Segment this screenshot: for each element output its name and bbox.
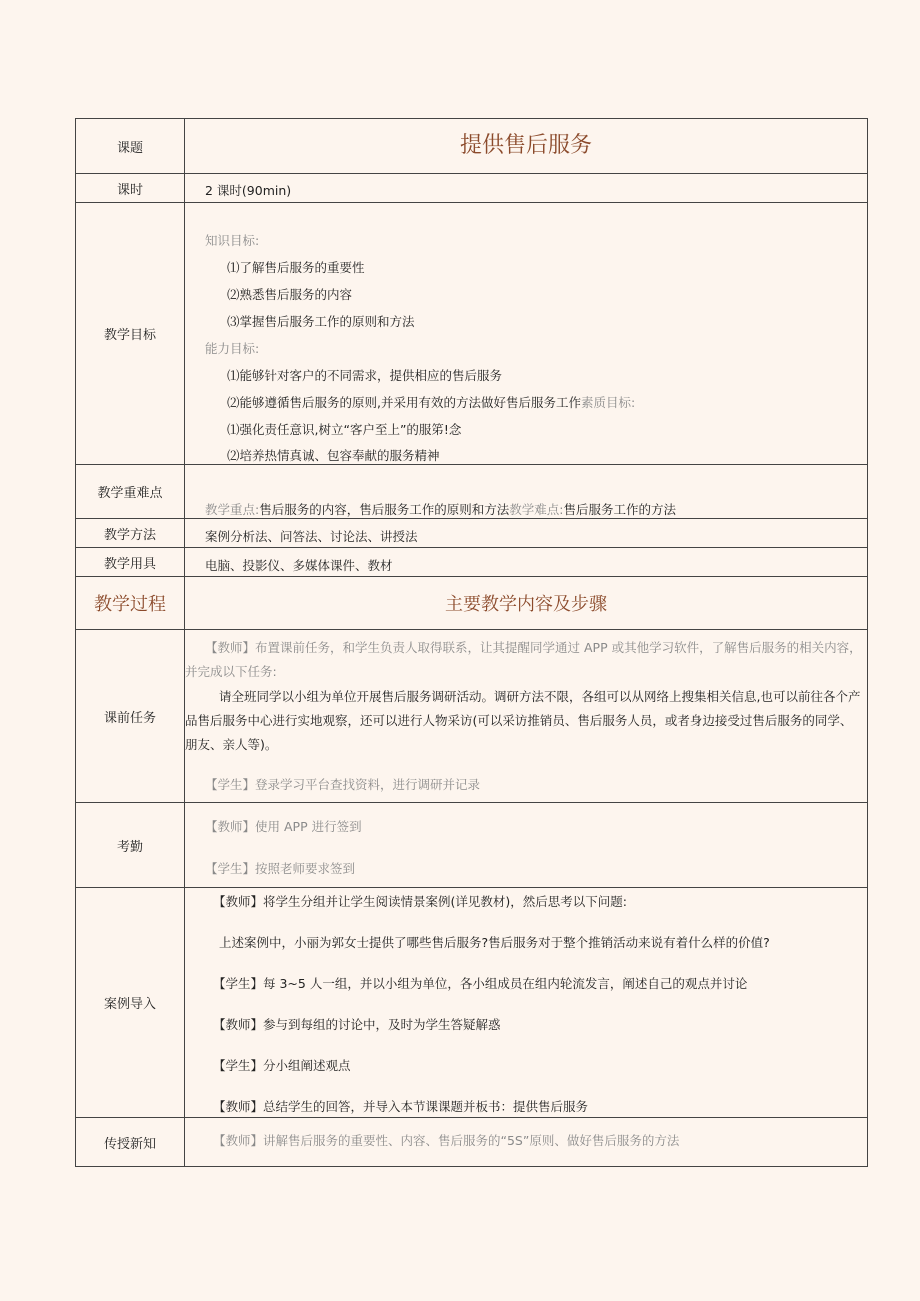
label-tools: 教学用具: [76, 548, 185, 576]
row-goals: [76, 203, 868, 465]
keypoints-text: 教学重点:售后服务的内容，售后服务工作的原则和方法教学难点:售后服务工作的方法: [205, 502, 676, 517]
case-intro-line-5: 【学生】分小组阐述观点: [213, 1058, 351, 1073]
label-keypoints: 教学重难点: [76, 465, 185, 518]
ability-goals-title: 能力目标:: [205, 341, 260, 356]
case-intro-line-2: 上述案例中，小丽为郭女士提供了哪些售后服务?售后服务对于整个推销活动来说有着什么样的价值?: [219, 935, 770, 950]
row-keypoints: [76, 465, 868, 519]
label-new-knowledge: 传授新知: [76, 1118, 185, 1166]
row-case-intro: [76, 888, 868, 1118]
methods-value: 案例分析法、问答法、讨论法、讲授法: [205, 529, 418, 544]
attendance-teacher: 【教师】使用 APP 进行签到: [205, 819, 362, 834]
row-pre-task: [76, 630, 868, 803]
attendance-student: 【学生】按照老师要求签到: [205, 861, 356, 876]
lesson-plan-table: [75, 118, 868, 1167]
ability-goal-2: ⑵能够遵循售后服务的原则,并采用有效的方法做好售后服务工作素质目标:: [227, 395, 636, 410]
quality-goals-title: 素质目标:: [580, 395, 636, 410]
pre-task-student: 【学生】登录学习平台查找资料，进行调研并记录: [205, 777, 481, 792]
row-methods: [76, 519, 868, 548]
label-case-intro: 案例导入: [76, 888, 185, 1117]
row-tools: [76, 548, 868, 577]
pre-task-teacher: 【教师】布置课前任务，和学生负责人取得联系，让其提醒同学通过 APP 或其他学习软件，了解售后服务的相关内容，并完成以下任务:: [185, 640, 862, 679]
label-topic: 课题: [76, 119, 185, 173]
tools-value: 电脑、投影仪、多媒体课件、教材: [205, 558, 393, 573]
label-methods: 教学方法: [76, 519, 185, 547]
row-attendance: [76, 803, 868, 888]
case-intro-line-4: 【教师】参与到每组的讨论中，及时为学生答疑解惑: [213, 1017, 501, 1032]
case-intro-line-3: 【学生】每 3~5 人一组，并以小组为单位，各小组成员在组内轮流发言，阐述自己的观点并讨论: [213, 976, 748, 991]
quality-goal-1: ⑴强化责任意识,树立“客户至上”的服笫!念: [227, 422, 462, 437]
knowledge-goal-1: ⑴了解售后服务的重要性: [227, 260, 365, 275]
knowledge-goals-title: 知识目标:: [205, 233, 260, 248]
row-hours: [76, 174, 868, 203]
lesson-title: 提供售后服务: [459, 133, 592, 158]
case-intro-line-6: 【教师】总结学生的回答，并导入本节课课题并板书：提供售后服务: [213, 1099, 589, 1114]
row-process-header: [76, 577, 868, 630]
process-header-right: 主要教学内容及步骤: [445, 594, 607, 615]
quality-goal-2: ⑵培养热情真诚、包容奉献的服务精神: [227, 448, 440, 463]
label-attendance: 考勤: [76, 803, 185, 887]
new-knowledge-teacher: 【教师】讲解售后服务的重要性、内容、售后服务的“5S”原则、做好售后服务的方法: [213, 1133, 680, 1148]
row-new-knowledge: [76, 1118, 868, 1167]
pre-task-description: 请全班同学以小组为单位开展售后服务调研活动。调研方法不限，各组可以从网络上搜集相关信息,也可以前往各个产品售后服务中心进行实地观察，还可以进行人物采访(可以采访推销员、售后服务人员，或者身边接受过售后服务的同学、朋友、亲人等)。: [185, 689, 861, 752]
hours-value: 2 课时(90min): [205, 183, 292, 198]
ability-goal-1: ⑴能够针对客户的不同需求，提供相应的售后服务: [227, 368, 503, 383]
label-goals: 教学目标: [76, 203, 185, 464]
process-header-left: 教学过程: [76, 577, 185, 629]
knowledge-goal-3: ⑶掌握售后服务工作的原则和方法: [227, 314, 415, 329]
row-topic: [76, 119, 868, 174]
knowledge-goal-2: ⑵熟悉售后服务的内容: [227, 287, 353, 302]
label-hours: 课时: [76, 174, 185, 202]
case-intro-line-1: 【教师】将学生分组并让学生阅读情景案例(详见教材)，然后思考以下问题:: [213, 894, 627, 909]
label-pre-task: 课前任务: [76, 630, 185, 802]
